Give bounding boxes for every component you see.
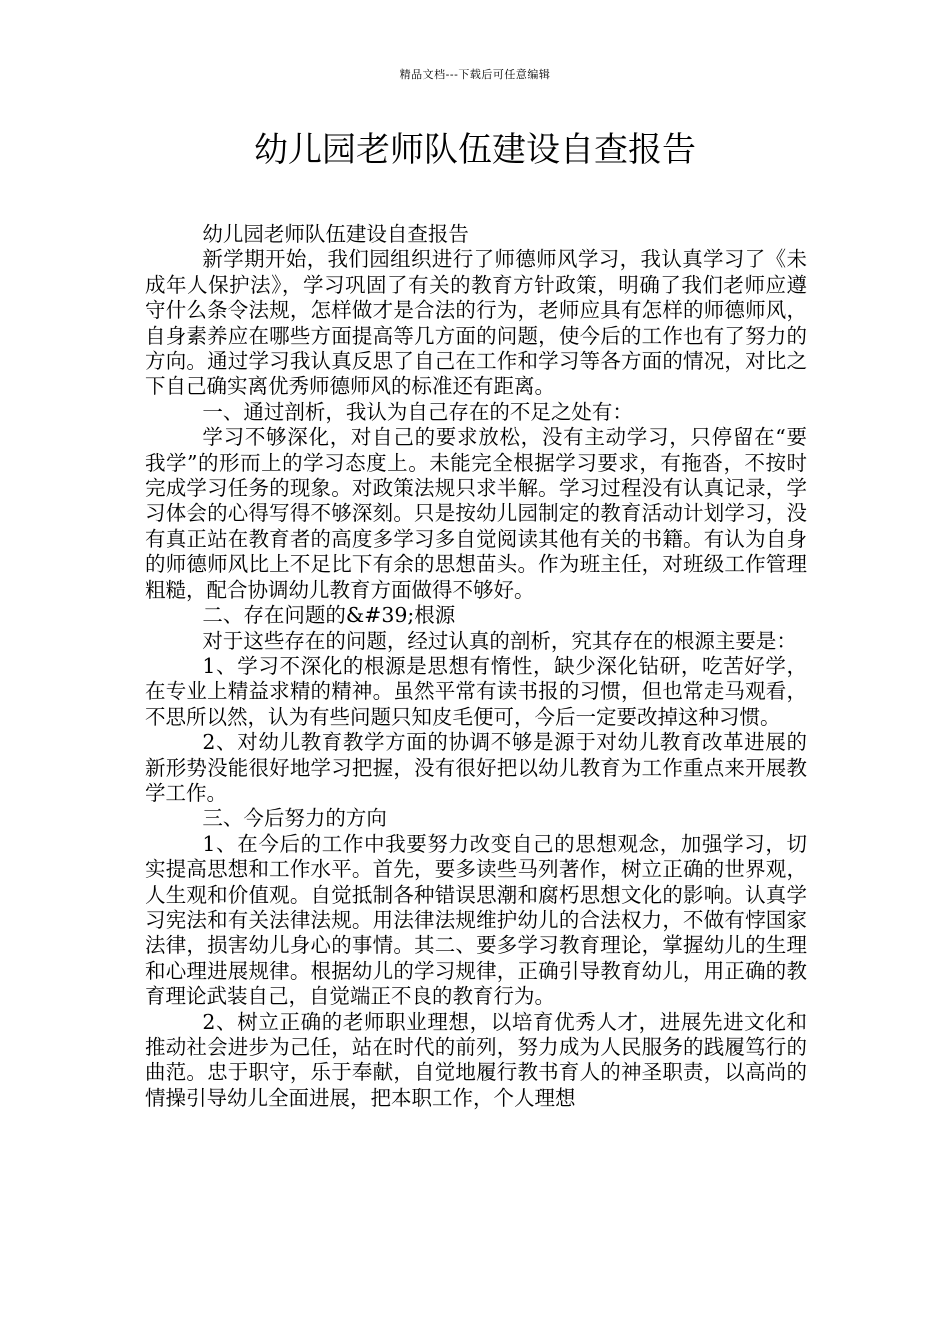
document-title: 幼儿园老师队伍建设自查报告 (254, 130, 696, 170)
roots-item-2: 2、对幼儿教育教学方面的协调不够是源于对幼儿教育改革进展的新形势没能很好地学习把握，没有很好把以幼儿教育为工作重点来开展教学工作。 (145, 730, 807, 805)
direction-item-1: 1、在今后的工作中我要努力改变自己的思想观念，加强学习，切实提高思想和工作水平。首先，要多读些马列著作，树立正确的世界观，人生观和价值观。自觉抵制各种错误思潮和腐朽思想文化的影响。认真学习宪法和有关法律法规。用法律法规维护幼儿的合法权力，不做有悖国家法律，损害幼儿身心的事情。其二、要多学习教育理论，掌握幼儿的生理和心理进展规律。根据幼儿的学习规律，正确引导教育幼儿，用正确的教育理论武装自己，自觉端正不良的教育行为。 (145, 831, 807, 1009)
section-heading-direction: 三、今后努力的方向 (202, 806, 387, 831)
section-heading-roots: 二、存在问题的&#39;根源 (202, 603, 456, 628)
shortcomings-paragraph: 学习不够深化，对自己的要求放松，没有主动学习，只停留在“要我学”的形而上的学习态度上。未能完全根据学习要求，有拖沓，不按时完成学习任务的现象。对政策法规只求半解。学习过程没有认真记录，学习体会的心得写得不够深刻。只是按幼儿园制定的教育活动计划学习，没有真正站在教育者的高度多学习多自觉阅读其他有关的书籍。有认为自身的师德师风比上不足比下有余的思想苗头。作为班主任，对班级工作管理粗糙，配合协调幼儿教育方面做得不够好。 (145, 425, 807, 602)
section-heading-shortcomings: 一、通过剖析，我认为自己存在的不足之处有： (202, 399, 633, 424)
intro-paragraph: 新学期开始，我们园组织进行了师德师风学习，我认真学习了《未成年人保护法》，学习巩固了有关的教育方针政策，明确了我们老师应遵守什么条令法规，怎样做才是合法的行为，老师应具有怎样的师德师风，自身素养应在哪些方面提高等几方面的问题，使今后的工作也有了努力的方向。通过学习我认真反思了自己在工作和学习等各方面的情况，对比之下自己确实离优秀师德师风的标准还有距离。 (145, 247, 807, 399)
header-note: 精品文档---下载后可任意编辑 (399, 68, 551, 81)
roots-item-1: 1、学习不深化的根源是思想有惰性，缺少深化钻研，吃苦好学，在专业上精益求精的精神。虽然平常有读书报的习惯，但也常走马观看，不思所以然，认为有些问题只知皮毛便可，今后一定要改掉这种习惯。 (145, 653, 807, 729)
body-heading: 幼儿园老师队伍建设自查报告 (202, 222, 469, 246)
roots-intro-paragraph: 对于这些存在的问题，经过认真的剖析，究其存在的根源主要是： (202, 628, 797, 653)
document-body (145, 222, 807, 1111)
direction-item-2: 2、树立正确的老师职业理想，以培育优秀人才，进展先进文化和推动社会进步为己任，站在时代的前列，努力成为人民服务的践履笃行的曲范。忠于职守，乐于奉献，自觉地履行教书育人的神圣职责，以高尚的情操引导幼儿全面进展，把本职工作，个人理想 (145, 1009, 807, 1110)
